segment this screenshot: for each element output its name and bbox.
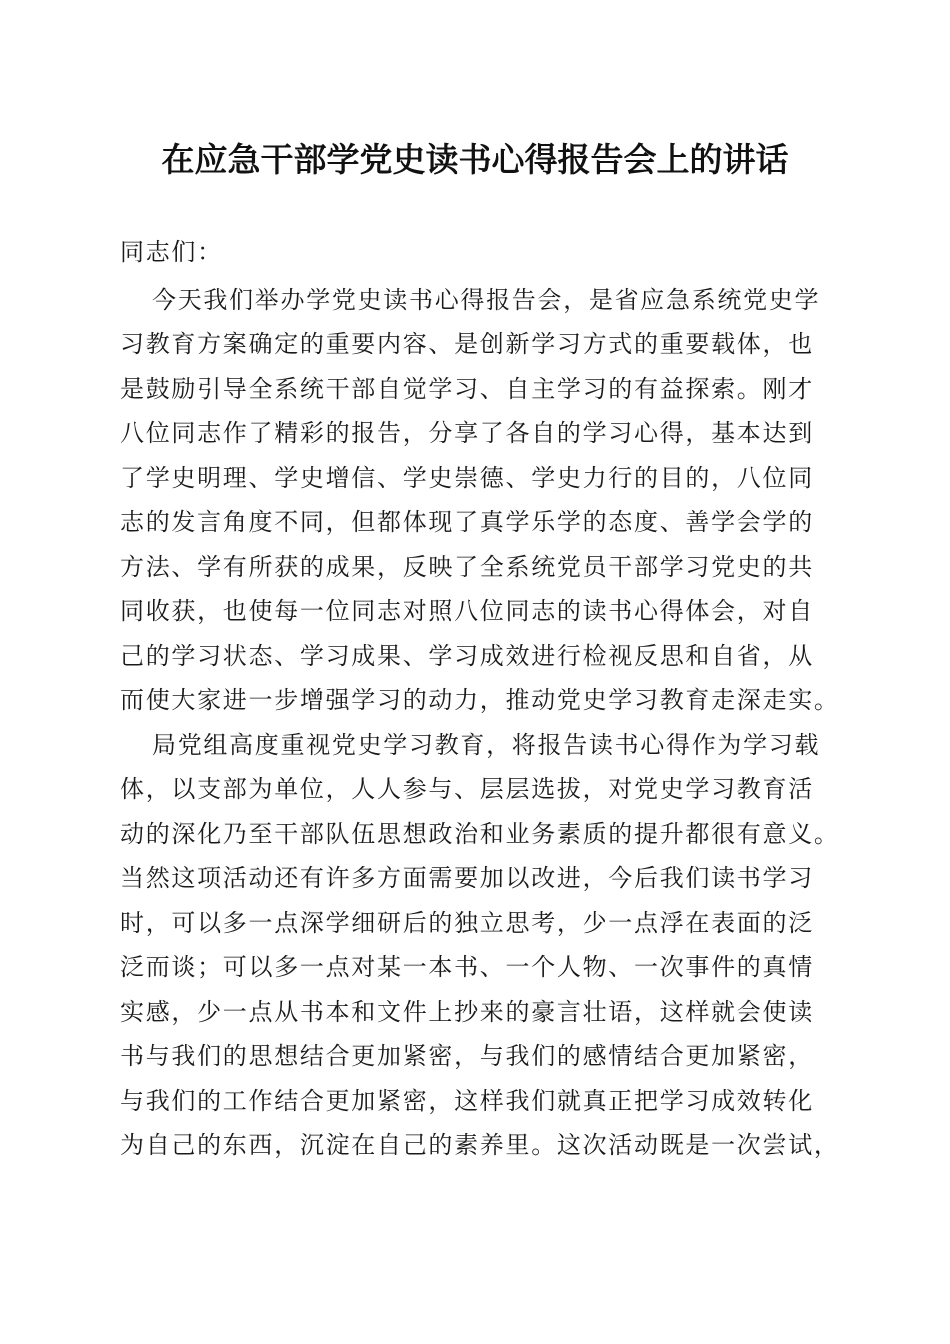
paragraph-line: 实感，少一点从书本和文件上抄来的豪言壮语，这样就会使读: [120, 998, 814, 1026]
salutation: 同志们：: [120, 238, 223, 266]
paragraph-line: 方法、学有所获的成果，反映了全系统党员干部学习党史的共: [120, 553, 814, 581]
paragraph-line: 了学史明理、学史增信、学史崇德、学史力行的目的，八位同: [120, 464, 814, 492]
paragraph-line: 当然这项活动还有许多方面需要加以改进，今后我们读书学习: [120, 864, 814, 892]
paragraph-line: 与我们的工作结合更加紧密，这样我们就真正把学习成效转化: [120, 1087, 814, 1115]
document-title: 在应急干部学党史读书心得报告会上的讲话: [161, 140, 789, 179]
paragraph-line: 志的发言角度不同，但都体现了真学乐学的态度、善学会学的: [120, 508, 814, 536]
paragraph-line: 己的学习状态、学习成果、学习成效进行检视反思和自省，从: [120, 642, 814, 670]
paragraph-line: 同收获，也使每一位同志对照八位同志的读书心得体会，对自: [120, 597, 814, 625]
paragraph-line: 是鼓励引导全系统干部自觉学习、自主学习的有益探索。刚才: [120, 375, 814, 403]
paragraph-line: 泛而谈；可以多一点对某一本书、一个人物、一次事件的真情: [120, 953, 814, 981]
paragraph-line: 局党组高度重视党史学习教育，将报告读书心得作为学习载: [152, 731, 821, 759]
paragraph-line: 为自己的东西，沉淀在自己的素养里。这次活动既是一次尝试，: [120, 1131, 840, 1159]
paragraph-line: 体，以支部为单位，人人参与、层层选拔，对党史学习教育活: [120, 775, 814, 803]
paragraph-line: 而使大家进一步增强学习的动力，推动党史学习教育走深走实。: [120, 686, 840, 714]
paragraph-line: 习教育方案确定的重要内容、是创新学习方式的重要载体，也: [120, 330, 814, 358]
paragraph-line: 动的深化乃至干部队伍思想政治和业务素质的提升都很有意义。: [120, 820, 840, 848]
paragraph-line: 八位同志作了精彩的报告，分享了各自的学习心得，基本达到: [120, 419, 814, 447]
paragraph-line: 书与我们的思想结合更加紧密，与我们的感情结合更加紧密，: [120, 1042, 814, 1070]
paragraph-line: 今天我们举办学党史读书心得报告会，是省应急系统党史学: [152, 286, 821, 314]
paragraph-line: 时，可以多一点深学细研后的独立思考，少一点浮在表面的泛: [120, 909, 814, 937]
